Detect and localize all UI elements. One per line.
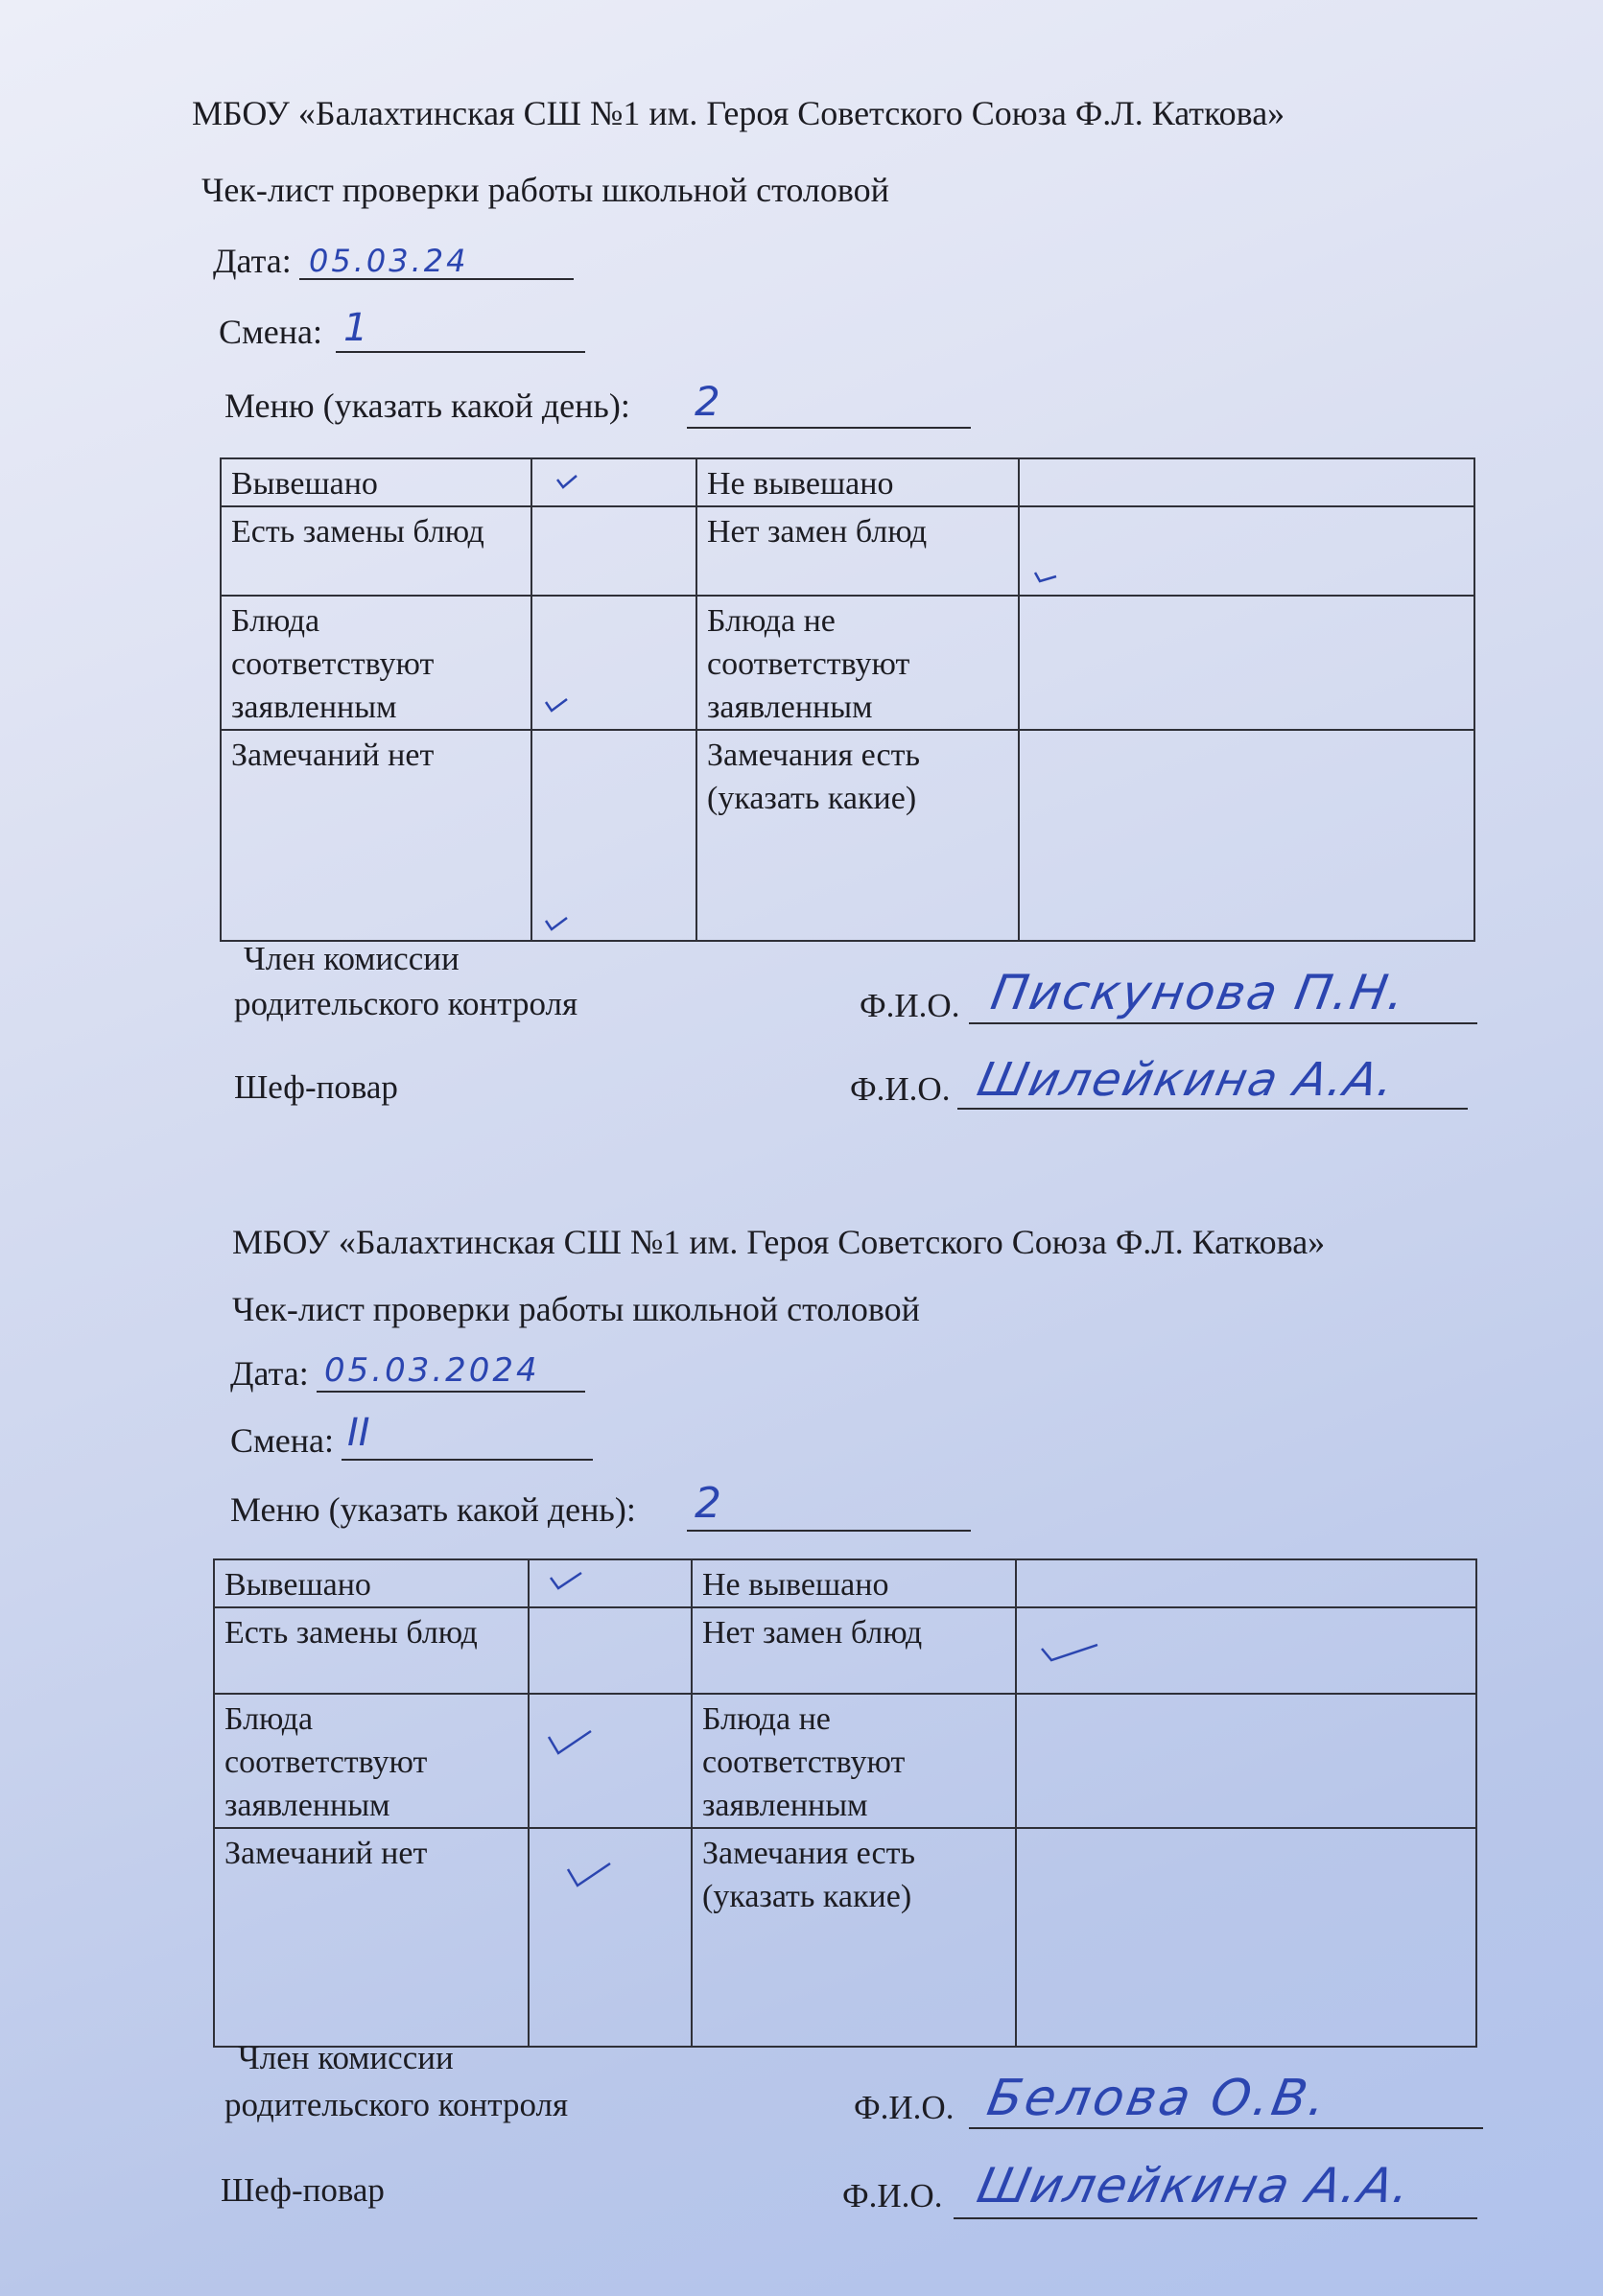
school-title: МБОУ «Балахтинская СШ №1 им. Героя Советского Союза Ф.Л. Каткова»	[192, 94, 1285, 132]
member-signature-name: Белова О.В.	[982, 2070, 1333, 2127]
checkmark-icon	[544, 696, 569, 714]
criterion-cell: Замечаний нет	[221, 730, 531, 941]
criterion-cell: Замечания есть (указать какие)	[696, 730, 1019, 941]
menu-value: 2	[695, 1479, 721, 1528]
check-cell[interactable]	[1016, 1694, 1476, 1828]
checkmark-icon	[566, 1860, 612, 1888]
checklist-table	[220, 457, 1475, 942]
fio-underline	[969, 1022, 1477, 1024]
shift-underline	[336, 351, 585, 353]
table-row	[214, 1828, 1476, 2047]
fio-underline	[969, 2127, 1483, 2129]
form-title: Чек-лист проверки работы школьной столовой	[232, 1290, 920, 1328]
criterion-cell: Нет замен блюд	[696, 506, 1019, 596]
checkmark-icon	[544, 915, 569, 932]
chef-signature-name: Шилейкина А.А.	[972, 2158, 1418, 2214]
checkmark-icon	[555, 473, 578, 490]
table-row	[214, 1559, 1476, 1607]
check-cell[interactable]	[531, 458, 696, 506]
table-row	[214, 1694, 1476, 1828]
shift-label: Смена:	[230, 1421, 335, 1460]
date-value: 05.03.2024	[324, 1351, 540, 1390]
shift-value: 1	[343, 306, 368, 350]
fio-underline	[957, 1108, 1468, 1110]
member-label-line1: Член комиссии	[244, 940, 460, 977]
criterion-cell: Блюда соответствуют заявленным	[214, 1694, 529, 1828]
fio-underline	[954, 2217, 1477, 2219]
checkmark-icon	[549, 1570, 583, 1591]
menu-underline	[687, 1530, 971, 1532]
check-cell[interactable]	[531, 506, 696, 596]
criterion-cell: Вывешано	[214, 1559, 529, 1607]
member-signature-name: Пискунова П.Н.	[986, 965, 1411, 1020]
table-row	[221, 596, 1474, 730]
check-cell[interactable]	[1016, 1607, 1476, 1694]
school-title: МБОУ «Балахтинская СШ №1 им. Героя Советского Союза Ф.Л. Каткова»	[232, 1223, 1326, 1261]
check-cell[interactable]	[531, 596, 696, 730]
check-cell[interactable]	[1019, 458, 1474, 506]
menu-label: Меню (указать какой день):	[224, 387, 630, 425]
menu-underline	[687, 427, 971, 429]
date-underline	[317, 1391, 585, 1393]
criterion-cell: Вывешано	[221, 458, 531, 506]
criterion-cell: Не вывешано	[696, 458, 1019, 506]
chef-signature-name: Шилейкина А.А.	[973, 1053, 1402, 1107]
check-cell[interactable]	[1016, 1828, 1476, 2047]
check-cell[interactable]	[529, 1828, 692, 2047]
chef-label: Шеф-повар	[221, 2171, 385, 2209]
criterion-cell: Не вывешано	[692, 1559, 1016, 1607]
menu-label: Меню (указать какой день):	[230, 1490, 636, 1529]
table-row	[221, 506, 1474, 596]
check-cell[interactable]	[1016, 1559, 1476, 1607]
checklist-table	[213, 1558, 1477, 2048]
criterion-cell: Нет замен блюд	[692, 1607, 1016, 1694]
criterion-cell: Блюда не соответствуют заявленным	[696, 596, 1019, 730]
criterion-cell: Есть замены блюд	[214, 1607, 529, 1694]
fio-label: Ф.И.О.	[860, 987, 960, 1024]
shift-value: II	[347, 1411, 370, 1455]
check-cell[interactable]	[531, 730, 696, 941]
criterion-cell: Замечания есть (указать какие)	[692, 1828, 1016, 2047]
fio-label: Ф.И.О.	[842, 2177, 943, 2214]
table-row	[221, 458, 1474, 506]
form-title: Чек-лист проверки работы школьной столовой	[201, 171, 889, 209]
shift-label: Смена:	[219, 313, 323, 351]
check-cell[interactable]	[1019, 596, 1474, 730]
member-label-line2: родительского контроля	[234, 985, 578, 1022]
check-cell[interactable]	[1019, 730, 1474, 941]
check-cell[interactable]	[529, 1694, 692, 1828]
check-cell[interactable]	[1019, 506, 1474, 596]
criterion-cell: Есть замены блюд	[221, 506, 531, 596]
date-label: Дата:	[230, 1354, 309, 1393]
check-cell[interactable]	[529, 1607, 692, 1694]
criterion-cell: Блюда соответствуют заявленным	[221, 596, 531, 730]
checkmark-icon	[1040, 1641, 1099, 1664]
fio-label: Ф.И.О.	[854, 2089, 955, 2126]
criterion-cell: Замечаний нет	[214, 1828, 529, 2047]
criterion-cell: Блюда не соответствуют заявленным	[692, 1694, 1016, 1828]
menu-value: 2	[695, 378, 720, 425]
shift-underline	[342, 1459, 593, 1461]
date-value: 05.03.24	[309, 243, 469, 279]
member-label-line2: родительского контроля	[224, 2086, 569, 2123]
member-label-line1: Член комиссии	[238, 2039, 454, 2076]
fio-label: Ф.И.О.	[850, 1070, 951, 1108]
table-row	[221, 730, 1474, 941]
table-row	[214, 1607, 1476, 1694]
chef-label: Шеф-повар	[234, 1068, 398, 1106]
checkmark-icon	[547, 1727, 593, 1756]
checkmark-icon	[1033, 569, 1058, 584]
date-label: Дата:	[213, 242, 292, 280]
check-cell[interactable]	[529, 1559, 692, 1607]
